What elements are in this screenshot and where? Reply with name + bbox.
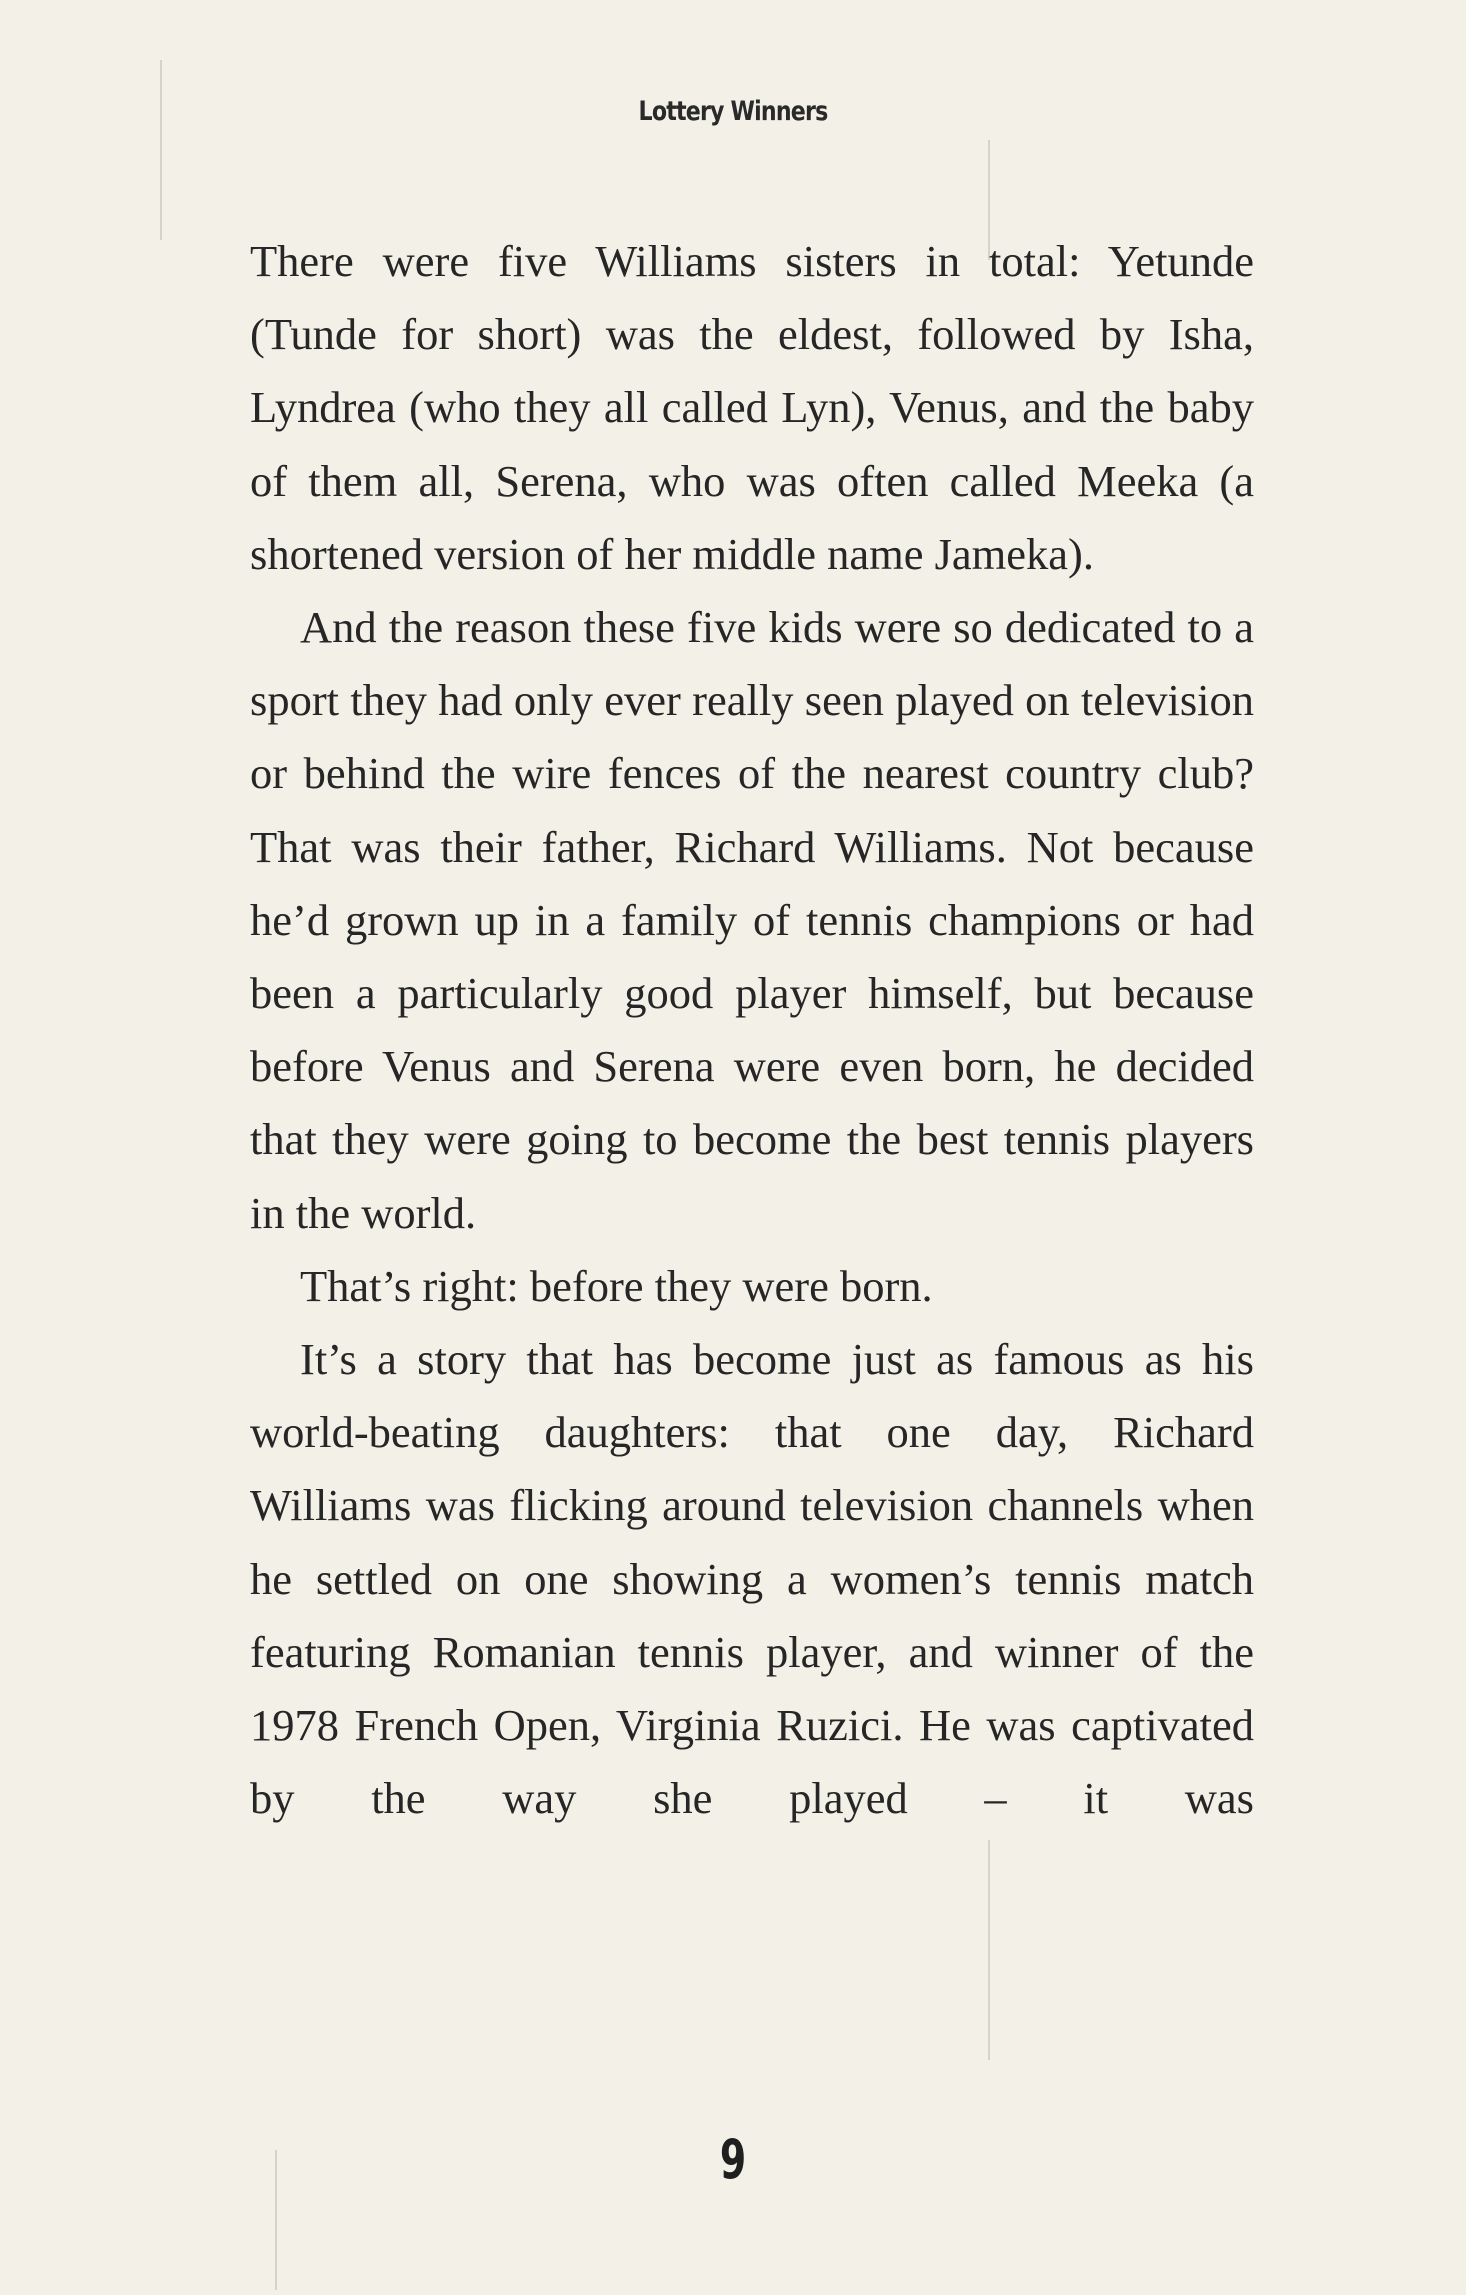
paragraph-1: There were five Williams sisters in total: Yetunde (Tunde for short) was the eldest, followed by Isha, Lyndrea (who they all called Lyn), Venus, and the baby of them all, Serena, who was often called Meeka (a shortened version of her middle name Jameka). [250,236,1254,579]
scan-artifact [988,1840,990,2060]
scan-artifact [160,60,162,240]
paragraph-2: And the reason these five kids were so dedicated to a sport they had only ever really seen played on television or behind the wire fences of the nearest country club? That was their father, Richard Williams. Not because he’d grown up in a family of tennis champions or had been a particularly good player himself, but because before Venus and Serena were even born, he decided that they were going to become the best tennis players in the world. [250,602,1254,1238]
body-text [250,225,1254,1835]
paragraph-4: It’s a story that has become just as famous as his world-beating daughters: that one day, Richard Williams was flicking around television channels when he settled on one showing a women’s tennis match featuring Romanian tennis player, and winner of the 1978 French Open, Virginia Ruzici. He was captivated by the way she played – it was [250,1334,1254,1824]
paragraph-3: That’s right: before they were born. [300,1260,933,1311]
running-header: Lottery Winners [638,96,828,127]
page-number: 9 [719,2128,747,2191]
